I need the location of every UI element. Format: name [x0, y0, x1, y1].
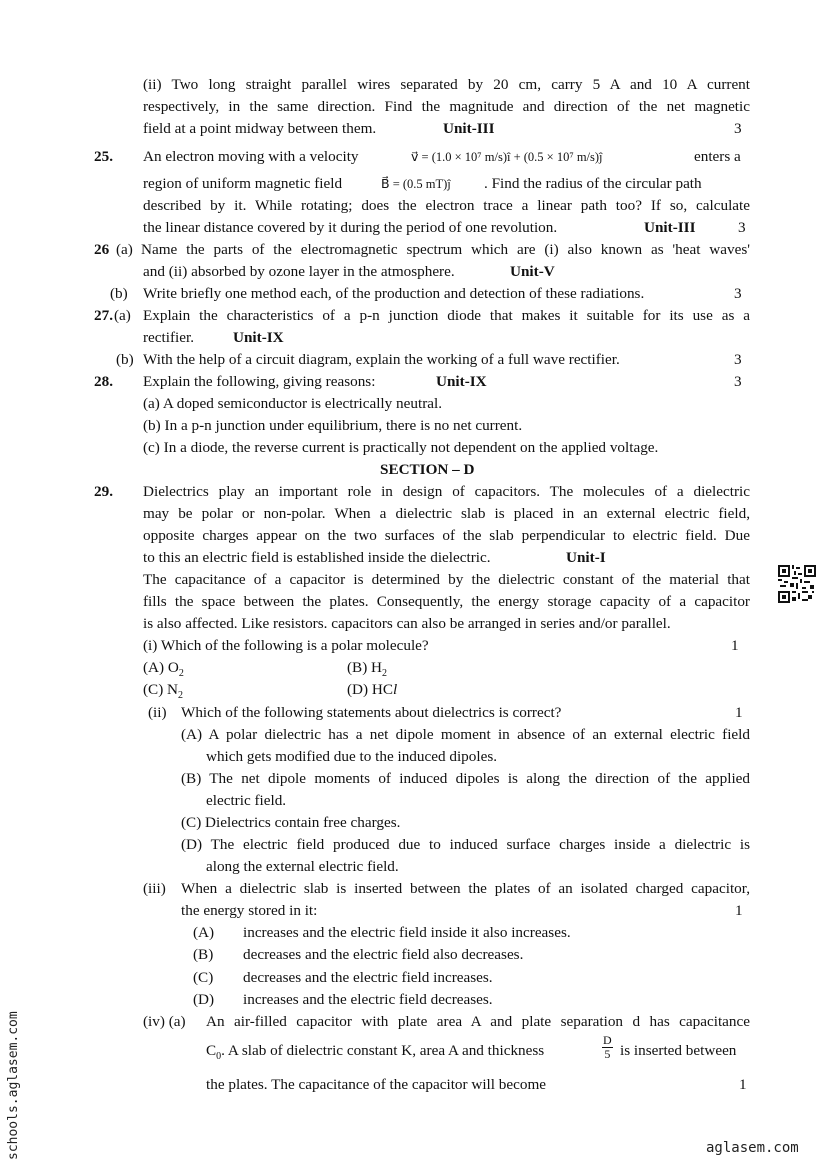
q29-para-line-4: to this an electric field is established inside the dielectric.: [143, 549, 491, 566]
q29-para-line-3: opposite charges appear on the two surfaces of the slab perpendicular to electric field. Due: [143, 527, 750, 544]
q29-iv-line-2: $C_0$. A slab of dielectric constant K, area A and thickness: [206, 1042, 545, 1063]
q27-b-label: (b): [116, 351, 134, 368]
q29-ii-marks: 1: [735, 704, 743, 721]
q25-line-3: described by it. While rotating; does the electron trace a linear path too? If so, calculate: [143, 197, 750, 214]
q29-iii-option-b: decreases and the electric field also decreases.: [243, 946, 524, 963]
q29-i-option-d: (D) HCl: [347, 681, 398, 698]
q29-iii-option-c: decreases and the electric field increases.: [243, 969, 493, 986]
q29-iii-marks: 1: [735, 902, 743, 919]
q29-ii-option-b-line-1: (B) The net dipole moments of induced dipoles is along the direction of the applied: [181, 770, 750, 787]
section-d-heading: SECTION – D: [380, 461, 475, 478]
q29-iii-option-a-label: (A): [193, 924, 215, 941]
q25-field-formula: B⃗ = (0.5 mT)ĵ: [381, 177, 451, 191]
q29-i-option-b: (B) $H_2$: [347, 659, 388, 680]
q28-number: 28.: [94, 373, 113, 390]
q25-line-1a: An electron moving with a velocity: [143, 148, 359, 165]
q28-line-1: Explain the following, giving reasons:: [143, 373, 376, 390]
q29-ii-option-d-line-1: (D) The electric field produced due to induced surface charges inside a dielectric is: [181, 836, 750, 853]
q29-para-line-1: Dielectrics play an important role in design of capacitors. The molecules of a dielectric: [143, 483, 750, 500]
q29-para-line-6: fills the space between the plates. Consequently, the energy storage capacity of a capacitor: [143, 593, 750, 610]
q29-ii-option-a-line-1: (A) A polar dielectric has a net dipole moment in absence of an external electric field: [181, 726, 750, 743]
q29-iii-option-a: increases and the electric field inside it also increases.: [243, 924, 571, 941]
q28-part-b: (b) In a p-n junction under equilibrium, there is no net current.: [143, 417, 523, 434]
q28-part-a: (a) A doped semiconductor is electrically neutral.: [143, 395, 443, 412]
q28-marks: 3: [734, 373, 742, 390]
q29-ii-option-b-line-2: electric field.: [206, 792, 287, 809]
side-watermark: schools.aglasem.com: [6, 1011, 21, 1160]
q29-para-line-2: may be polar or non-polar. When a dielectric slab is placed in an external electric field,: [143, 505, 750, 522]
q29-iii-question-line-1: When a dielectric slab is inserted between the plates of an isolated charged capacitor,: [181, 880, 750, 897]
q25-number: 25.: [94, 148, 113, 165]
q26-marks: 3: [734, 285, 742, 302]
q29-iv-label: (iv) (a): [143, 1013, 186, 1030]
q27-a-line-1: Explain the characteristics of a p-n junction diode that makes it suitable for its use as a: [143, 307, 750, 324]
q29-iii-question-line-2: the energy stored in it:: [181, 902, 318, 919]
q27-b-line-1: With the help of a circuit diagram, explain the working of a full wave rectifier.: [143, 351, 620, 368]
q25-unit: Unit-III: [644, 219, 696, 236]
q29-unit: Unit-I: [566, 549, 606, 566]
q29-para-line-5: The capacitance of a capacitor is determined by the dielectric constant of the material that: [143, 571, 750, 588]
q29-iii-option-b-label: (B): [193, 946, 214, 963]
q24-line-1: (ii) Two long straight parallel wires separated by 20 cm, carry 5 A and 10 A current: [143, 76, 750, 93]
q25-velocity-formula: v⃗ = (1.0 × 10⁷ m/s)î + (0.5 × 10⁷ m/s)ĵ: [411, 150, 603, 164]
q26-number: 26: [94, 241, 110, 258]
q29-iii-option-d-label: (D): [193, 991, 215, 1008]
footer-watermark: aglasem.com: [706, 1140, 799, 1156]
q29-iv-line-2c: is inserted between: [620, 1042, 737, 1059]
q29-ii-label: (ii): [148, 704, 167, 721]
q24-marks: 3: [734, 120, 742, 137]
q24-line-3: field at a point midway between them.: [143, 120, 377, 137]
q26-b-label: (b): [110, 285, 128, 302]
q26-a-line-1: Name the parts of the electromagnetic spectrum which are (i) also known as 'heat waves': [141, 241, 750, 258]
q24-unit: Unit-III: [443, 120, 495, 137]
q24-line-2: respectively, in the same direction. Find the magnitude and direction of the net magnetic: [143, 98, 750, 115]
q27-number: 27.: [94, 307, 113, 324]
q29-iv-line-1: An air-filled capacitor with plate area A and plate separation d has capacitance: [206, 1013, 750, 1030]
q26-a-line-2: and (ii) absorbed by ozone layer in the atmosphere.: [143, 263, 455, 280]
q29-ii-question: Which of the following statements about dielectrics is correct?: [181, 704, 562, 721]
q29-iii-option-c-label: (C): [193, 969, 214, 986]
q25-line-1b: enters a: [694, 148, 741, 165]
q28-unit: Unit-IX: [436, 373, 487, 390]
q27-marks: 3: [734, 351, 742, 368]
q27-unit: Unit-IX: [233, 329, 284, 346]
q29-ii-option-c: (C) Dielectrics contain free charges.: [181, 814, 401, 831]
q29-iv-fraction: $\frac{D}{5}$: [603, 1033, 612, 1061]
q29-iv-line-3: the plates. The capacitance of the capacitor will become: [206, 1076, 547, 1093]
q25-line-2b: . Find the radius of the circular path: [484, 175, 702, 192]
q29-i-option-a: (A) $O_2$: [143, 659, 184, 680]
q27-a-line-2: rectifier.: [143, 329, 195, 346]
q28-part-c: (c) In a diode, the reverse current is practically not dependent on the applied voltage.: [143, 439, 659, 456]
q29-ii-option-d-line-2: along the external electric field.: [206, 858, 399, 875]
q26-b-line-1: Write briefly one method each, of the production and detection of these radiations.: [143, 285, 645, 302]
q29-i-option-c: (C) $N_2$: [143, 681, 184, 702]
q29-iii-label: (iii): [143, 880, 166, 897]
q29-i-question: (i) Which of the following is a polar molecule?: [143, 637, 429, 654]
q26-unit: Unit-V: [510, 263, 555, 280]
q29-i-marks: 1: [731, 637, 739, 654]
q29-number: 29.: [94, 483, 113, 500]
q25-marks: 3: [738, 219, 746, 236]
q26-a-label: (a): [116, 241, 133, 258]
q29-para-line-7: is also affected. Like resistors. capacitors can also be arranged in series and/or parallel.: [143, 615, 671, 632]
q29-iv-marks: 1: [739, 1076, 747, 1093]
q25-line-4: the linear distance covered by it during the period of one revolution.: [143, 219, 558, 236]
q27-a-label: (a): [114, 307, 131, 324]
qr-code-icon: [778, 565, 816, 603]
q25-line-2a: region of uniform magnetic field: [143, 175, 343, 192]
q29-iii-option-d: increases and the electric field decreases.: [243, 991, 493, 1008]
q29-ii-option-a-line-2: which gets modified due to the induced dipoles.: [206, 748, 498, 765]
